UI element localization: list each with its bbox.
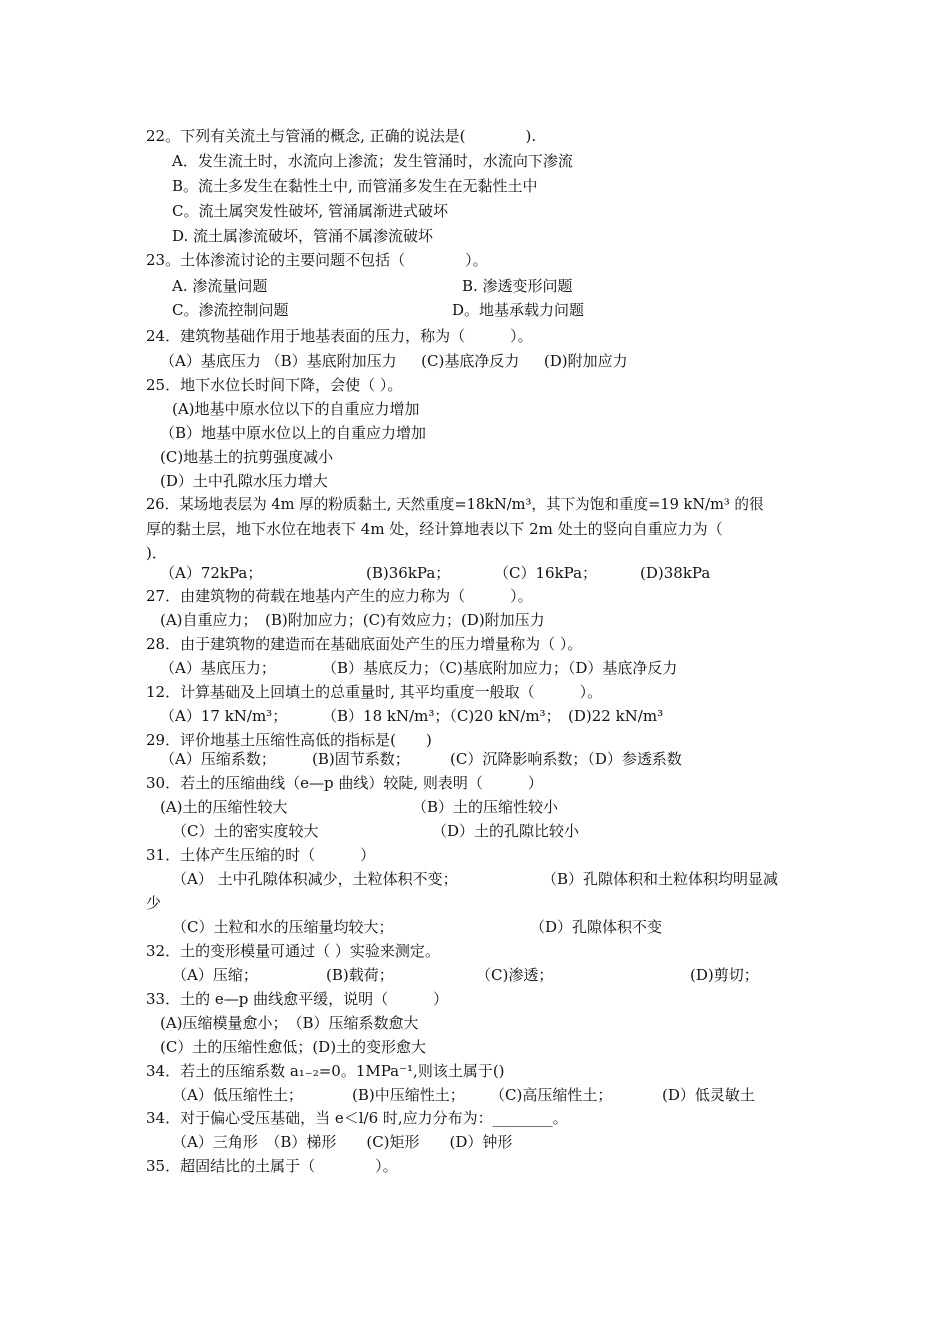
question-35: 35．超固结比的土属于（ ）。 bbox=[146, 1157, 398, 1175]
q12-option-d: (D)22 kN/m³ bbox=[568, 707, 664, 725]
q31-option-c: （C）土粒和水的压缩量均较大； bbox=[172, 918, 394, 936]
q31-option-a: （A） 土中孔隙体积减少，土粒体积不变； bbox=[172, 870, 458, 888]
question-12: 12．计算基础及上回填土的总重量时, 其平均重度一般取（ ）。 bbox=[146, 683, 603, 701]
q31-option-b-cont: 少 bbox=[146, 894, 162, 912]
q29-option-b: (B)固节系数； bbox=[312, 750, 410, 768]
question-26: 26．某场地表层为 4m 厚的粉质黏土, 天然重度=18kN/m³，其下为饱和重度=19 kN/m³ 的很 bbox=[146, 496, 764, 513]
q22-option-c: C。流土属突发性破坏, 管涌属渐进式破坏 bbox=[172, 202, 449, 220]
q34a-option-d: (D）低灵敏土 bbox=[662, 1086, 755, 1104]
q26-option-d: (D)38kPa bbox=[640, 564, 711, 582]
q31-option-d: （D）孔隙体积不变 bbox=[530, 918, 663, 936]
question-26-cont: 厚的黏土层，地下水位在地表下 4m 处，经计算地表以下 2m 处土的竖向自重应力为（ bbox=[146, 520, 723, 538]
question-26-end: )． bbox=[146, 544, 167, 562]
question-29: 29．评价地基土压缩性高低的指标是( ) bbox=[146, 731, 432, 749]
question-22: 22。下列有关流土与管涌的概念, 正确的说法是( ). bbox=[146, 127, 537, 145]
question-28: 28．由于建筑物的建造而在基础底面处产生的压力增量称为（ ）。 bbox=[146, 635, 583, 653]
q23-option-d: D。地基承载力问题 bbox=[452, 301, 585, 319]
question-30: 30．若土的压缩曲线（e—p 曲线）较陡, 则表明（ ） bbox=[146, 774, 543, 792]
q31-option-b: （B）孔隙体积和土粒体积均明显减 bbox=[542, 870, 779, 888]
q33-options-cd: (C）土的压缩性愈低；(D)土的变形愈大 bbox=[160, 1038, 427, 1056]
q22-option-b: B。流土多发生在黏性土中, 而管涌多发生在无黏性土中 bbox=[172, 177, 538, 195]
q26-option-b: (B)36kPa； bbox=[366, 564, 451, 582]
q22-option-a: A．发生流土时，水流向上渗流；发生管涌时，水流向下渗流 bbox=[172, 152, 573, 170]
q34a-option-c: （C)高压缩性土； bbox=[490, 1086, 613, 1104]
q30-option-b: （B）土的压缩性较小 bbox=[412, 798, 559, 816]
q26-option-a: （A）72kPa； bbox=[160, 564, 263, 582]
q12-option-a: （A）17 kN/m³； bbox=[160, 707, 288, 725]
q30-option-d: （D）土的孔隙比较小 bbox=[432, 822, 580, 840]
question-24: 24．建筑物基础作用于地基表面的压力，称为（ ）。 bbox=[146, 327, 533, 345]
q22-option-d: D. 流土属渗流破坏，管涌不属渗流破坏 bbox=[172, 227, 434, 245]
q29-options-cd: (C）沉降影响系数；（D）参透系数 bbox=[450, 750, 682, 768]
q34a-option-b: (B)中压缩性土； bbox=[352, 1086, 465, 1104]
q30-option-c: （C）土的密实度较大 bbox=[172, 822, 319, 840]
question-34b: 34．对于偏心受压基础，当 e＜l/6 时,应力分布为：________。 bbox=[146, 1109, 568, 1127]
q32-option-b: (B)载荷； bbox=[326, 966, 394, 984]
q27-options: (A)自重应力； (B)附加应力；(C)有效应力；(D)附加压力 bbox=[160, 611, 545, 629]
q24-options: （A）基底压力 （B）基底附加压力 (C)基底净反力 (D)附加应力 bbox=[160, 352, 628, 370]
q32-option-a: （A）压缩； bbox=[172, 966, 258, 984]
q25-option-a: (A)地基中原水位以下的自重应力增加 bbox=[172, 400, 420, 418]
q23-option-c: C。渗流控制问题 bbox=[172, 301, 289, 319]
q28-options-bcd: （B）基底反力；（C)基底附加应力；（D）基底净反力 bbox=[322, 659, 678, 677]
q33-options-ab: (A)压缩模量愈小； （B）压缩系数愈大 bbox=[160, 1014, 419, 1032]
q34a-option-a: （A）低压缩性土； bbox=[172, 1086, 303, 1104]
question-23: 23。土体渗流讨论的主要问题不包括（ ）。 bbox=[146, 251, 488, 269]
q34b-options: （A）三角形 （B）梯形 (C)矩形 (D）钟形 bbox=[172, 1133, 513, 1151]
q32-option-c: （C)渗透； bbox=[476, 966, 554, 984]
q23-option-b: B. 渗透变形问题 bbox=[462, 277, 573, 295]
question-33: 33．土的 e—p 曲线愈平缓，说明（ ） bbox=[146, 990, 449, 1008]
q25-option-d: (D）土中孔隙水压力增大 bbox=[160, 472, 328, 490]
question-25: 25．地下水位长时间下降，会使（ ）。 bbox=[146, 376, 403, 394]
q28-option-a: （A）基底压力； bbox=[160, 659, 276, 677]
q29-option-a: （A）压缩系数； bbox=[160, 750, 276, 768]
question-27: 27．由建筑物的荷载在地基内产生的应力称为（ ）。 bbox=[146, 587, 533, 605]
q25-option-c: (C)地基土的抗剪强度减小 bbox=[160, 448, 334, 466]
q23-option-a: A. 渗流量问题 bbox=[172, 277, 268, 295]
q25-option-b: （B）地基中原水位以上的自重应力增加 bbox=[160, 424, 427, 442]
question-31: 31．土体产生压缩的时（ ） bbox=[146, 846, 376, 864]
question-32: 32．土的变形模量可通过（ ）实验来测定。 bbox=[146, 942, 440, 960]
q30-option-a: (A)土的压缩性较大 bbox=[160, 798, 288, 816]
q26-option-c: （C）16kPa； bbox=[494, 564, 598, 582]
q12-options-bc: （B）18 kN/m³；（C)20 kN/m³； bbox=[322, 707, 561, 725]
q32-option-d: (D)剪切； bbox=[690, 966, 759, 984]
question-34a: 34．若土的压缩系数 a₁₋₂=0。1MPa⁻¹,则该土属于() bbox=[146, 1062, 505, 1080]
